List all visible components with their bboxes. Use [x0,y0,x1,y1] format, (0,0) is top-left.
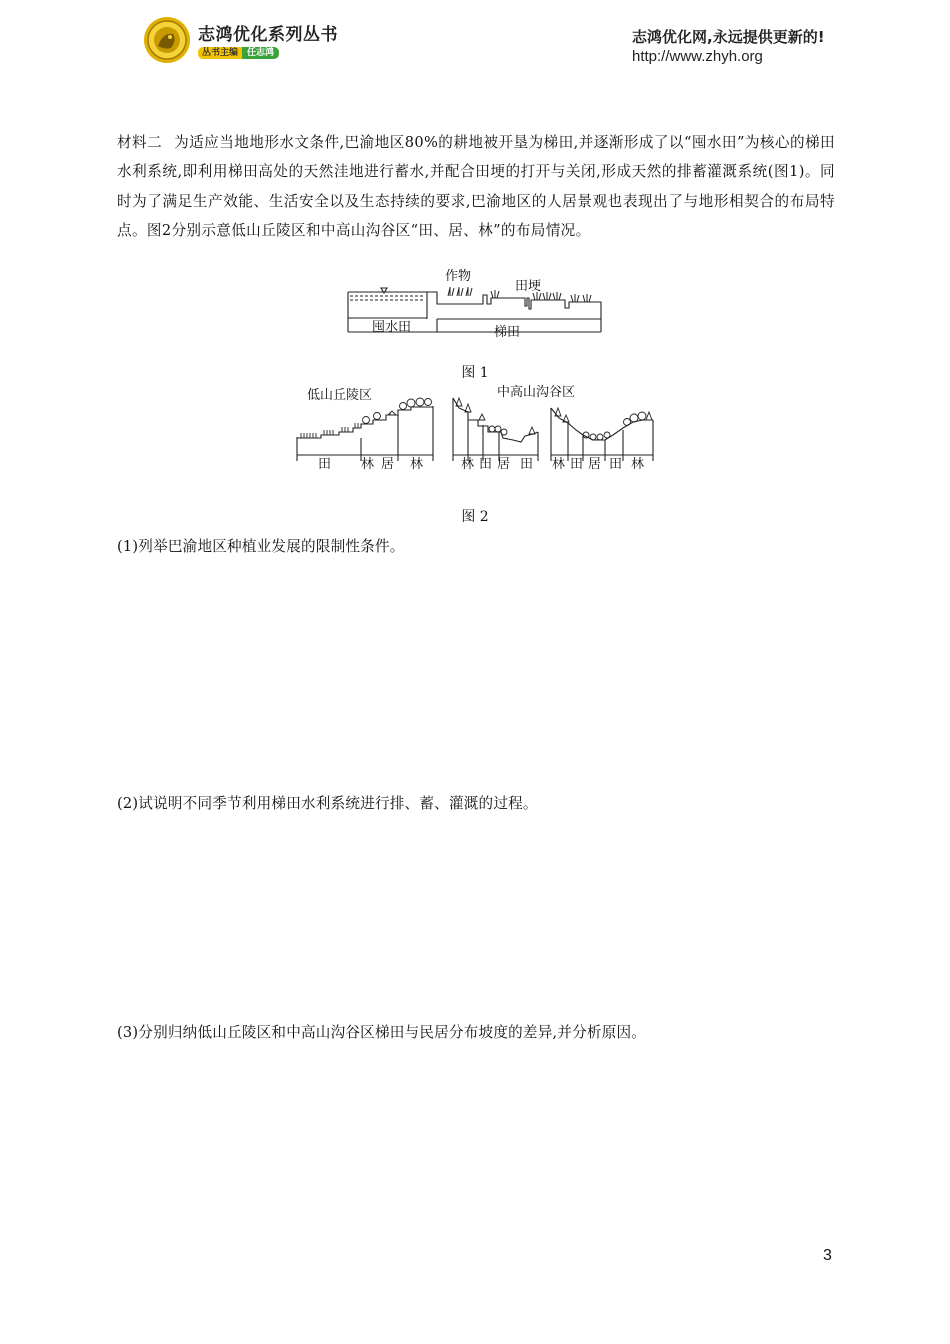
fig2-low-label-field: 田 [318,457,332,472]
material-label: 材料二 [117,134,163,151]
page-number: 3 [823,1247,832,1264]
fig1-label-ridge: 田埂 [515,279,542,294]
fig2-highL-label-field-2: 田 [520,457,534,472]
brand-editor-name: 任志鸿 [242,47,279,59]
question-3: (3)分别归纳低山丘陵区和中高山沟谷区梯田与民居分布坡度的差异,并分析原因。 [117,1024,647,1041]
fig2-title-high-valley: 中高山沟谷区 [497,385,576,400]
fig2-highR-label-house: 居 [588,457,602,472]
header-slogan: 志鸿优化网,永远提供更新的! [632,28,825,46]
figure-2-layout-diagram [293,380,663,478]
brand-editor-label: 丛书主编 [198,47,242,59]
material-paragraph [117,128,835,245]
fig2-highR-label-field: 田 [570,457,584,472]
fig2-title-low-hills: 低山丘陵区 [307,388,373,403]
material-text: 为适应当地地形水文条件,巴渝地区80%的耕地被开垦为梯田,并逐渐形成了以“囤水田”为核心的梯田水利系统,即利用梯田高处的天然洼地进行蓄水,并配合田埂的打开与关闭,形成天然的排蓄灌溉系统(图1)。同时为了满足生产效能、生活安全以及生态持续的要求,巴渝地区的人居景观也表现出了与地形相契合的布局特点。图2分别示意低山丘陵区和中高山沟谷区“田、居、林”的布局情况。 [117,134,835,239]
fig2-highL-label-forest: 林 [461,457,475,472]
brand-logo-icon [143,16,191,64]
fig2-highR-label-field-2: 田 [609,457,623,472]
fig1-label-crops: 作物 [445,269,472,284]
fig2-low-label-house: 居 [381,457,395,472]
fig1-label-pond-field: 囤水田 [372,320,412,335]
question-1: (1)列举巴渝地区种植业发展的限制性条件。 [117,538,405,555]
question-2: (2)试说明不同季节利用梯田水利系统进行排、蓄、灌溉的过程。 [117,795,538,812]
brand-editor [198,45,279,58]
brand-title: 志鸿优化系列丛书 [198,25,338,45]
header-url[interactable]: http://www.zhyh.org [632,48,763,65]
fig2-highR-label-forest-2: 林 [631,457,645,472]
fig2-highL-label-field: 田 [479,457,493,472]
fig2-low-label-forest-2: 林 [410,457,424,472]
fig2-highL-label-house: 居 [497,457,511,472]
figure-1-caption: 图 1 [461,365,489,381]
page-header [0,0,950,80]
fig2-low-label-forest-1: 林 [361,457,375,472]
fig2-highR-label-forest: 林 [552,457,566,472]
figure-2-caption: 图 2 [461,509,489,525]
fig1-label-terrace: 梯田 [494,325,521,340]
figure-1-terrace-diagram [345,262,607,344]
